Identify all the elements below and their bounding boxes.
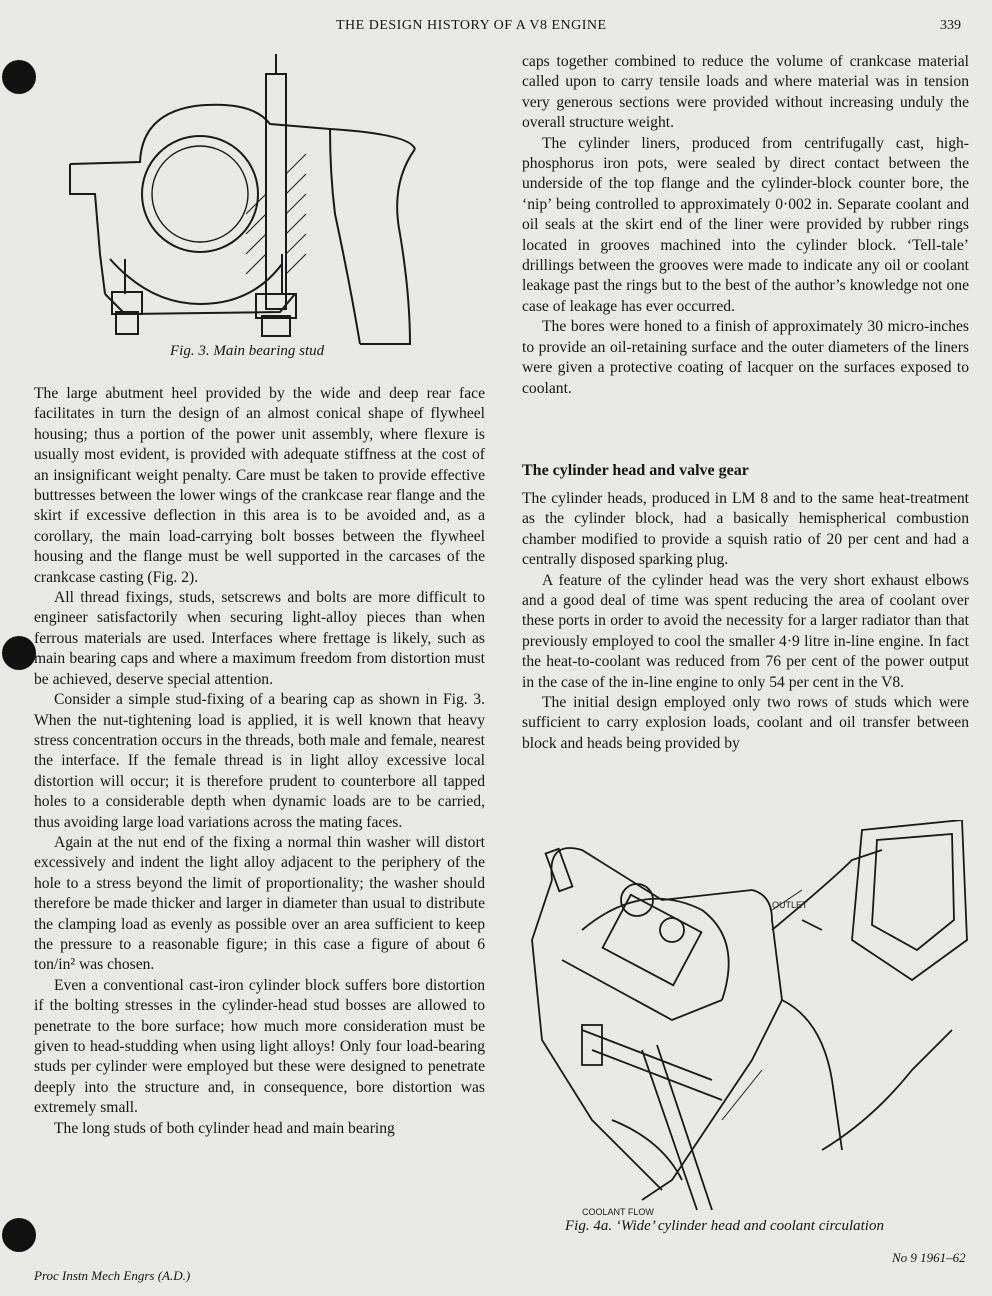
paragraph: The cylinder heads, produced in LM 8 and to the same heat-treatment as the cylinder block, had a basically hemispherical combustion chamber modified to provide a squish ratio of 20 per cent and had a centrally disposed sparking plug. [522, 490, 969, 569]
section-heading: The cylinder head and valve gear [522, 462, 749, 479]
right-column-bottom [522, 489, 969, 754]
figure-3-caption: Fig. 3. Main bearing stud [170, 343, 325, 359]
footer-journal: Proc Instn Mech Engrs (A.D.) [34, 1268, 191, 1283]
punch-hole-bottom [2, 1218, 36, 1252]
figure-3-drawing [30, 54, 486, 354]
paragraph: Consider a simple stud-fixing of a bearing cap as shown in Fig. 3. When the nut-tightening load is applied, it is well known that heavy stress concentration occurs in the threads, both male and female, nearest the interface. If the female thread is in light alloy excessive local distortion will occur; it is therefore prudent to counterbore all tapped holes to a considerable depth when dynamic loads are to be carried, thus avoiding large load variations across the mating faces. [34, 691, 485, 831]
paragraph: A feature of the cylinder head was the very short exhaust elbows and a good deal of time was spent reducing the area of coolant over these ports in order to avoid the necessity for a larger radiator than that previously employed to cool the smaller 4·9 litre in-line engine. In fact the heat-to-coolant was reduced from 76 per cent of the power output in the case of the in-line engine to only 54 per cent in the V8. [522, 571, 969, 691]
paragraph: The bores were honed to a finish of approximately 30 micro-inches to provide an oil-retaining surface and the outer diameters of the liners were given a protective coating of lacquer on the surfaces exposed to coolant. [522, 318, 969, 397]
right-column-top [522, 52, 969, 399]
figure-4a-caption: Fig. 4a. ‘Wide’ cylinder head and coolant circulation [565, 1218, 884, 1234]
figure-4a-drawing [522, 820, 972, 1215]
paragraph: Again at the nut end of the fixing a normal thin washer will distort excessively and indent the light alloy adjacent to the periphery of the hole to a stress beyond the limit of proportionality; the washer should therefore be made thicker and larger in diameter than usual to distribute the clamping load as evenly as possible over an area sufficient to keep the pressure to a reasonable figure; in this case a figure of about 6 ton/in² was chosen. [34, 833, 485, 974]
paragraph: Even a conventional cast-iron cylinder block suffers bore distortion if the bolting stresses in the cylinder-head stud bosses are allowed to penetrate to the bore surface; how much more consideration must be given to head-studding when using light alloys! Only four load-bearing studs per cylinder were employed but these were designed to penetrate deeply into the structure and, in consequence, bore distortion was extremely small. [34, 976, 485, 1117]
outlet-label: OUTLET [772, 900, 808, 910]
left-column [34, 384, 485, 1139]
paragraph: The initial design employed only two rows of studs which were sufficient to carry explosion loads, coolant and oil transfer between block and heads being provided by [522, 694, 969, 752]
running-title: THE DESIGN HISTORY OF A V8 ENGINE [336, 18, 607, 33]
paragraph: caps together combined to reduce the volume of crankcase material called upon to carry tensile loads and where material was in tension very generous sections were provided without increasing unduly the overall structure weight. [522, 53, 969, 132]
punch-hole-middle [2, 636, 36, 670]
paragraph: The large abutment heel provided by the wide and deep rear face facilitates in turn the design of an almost conical shape of flywheel housing; thus a portion of the power unit assembly, where flexure is usually most evident, is provided with adequate stiffness at the cost of an insignificant weight penalty. Care must be taken to provide effective buttresses between the lower wings of the crankcase rear flange and the skirt if excessive deflection in this area is to be avoided and, as a corollary, the main load-carrying bolt bosses between the flywheel housing and the flange must be well supported in the carcases of the crankcase casting (Fig. 2). [34, 385, 485, 586]
paragraph: The long studs of both cylinder head and main bearing [54, 1119, 395, 1137]
footer-issue: No 9 1961–62 [892, 1250, 966, 1265]
paragraph: The cylinder liners, produced from centrifugally cast, high-phosphorus iron pots, were sealed by direct contact between the underside of the top flange and the cylinder-block counter bore, the ‘nip’ being controlled to approximately 0·002 in. Separate coolant and oil seals at the skirt end of the liner were provided by rubber rings located in grooves machined into the cylinder block. ‘Tell-tale’ drillings between the grooves were made to indicate any oil or coolant leakage past the rings but to the best of the author’s knowledge not one case of leakage has ever occurred. [522, 134, 969, 315]
page-number: 339 [940, 18, 961, 33]
coolant-flow-label: COOLANT FLOW [582, 1207, 654, 1215]
page-header [0, 12, 992, 42]
paragraph: All thread fixings, studs, setscrews and bolts are more difficult to engineer satisfactorily when securing light-alloy pieces than when ferrous materials are used. Interfaces where frettage is likely, such as main bearing caps and where a maximum freedom from distortion must be achieved, deserve special attention. [34, 589, 485, 688]
